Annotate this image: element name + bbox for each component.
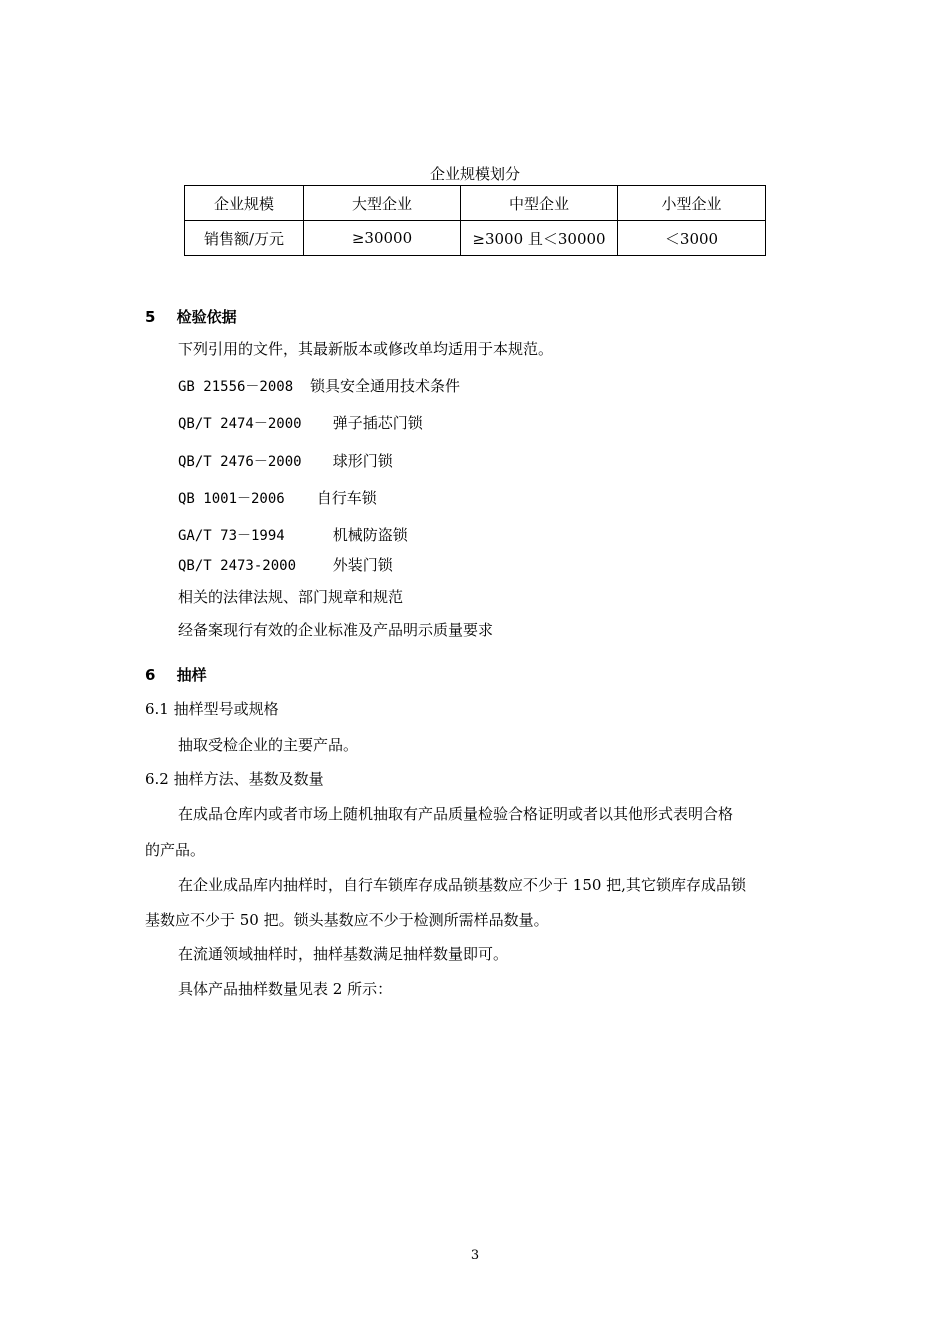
reference-item <box>178 554 393 575</box>
reference-name: 球形门锁 <box>332 452 393 470</box>
section-6-heading <box>145 664 207 685</box>
section-5-title: 检验依据 <box>176 308 237 326</box>
paragraph-line: 在流通领域抽样时，抽样基数满足抽样数量即可。 <box>178 945 509 963</box>
reference-code: QB/T 2473-2000 <box>178 558 297 574</box>
reference-extra: 相关的法律法规、部门规章和规范 <box>178 588 404 606</box>
reference-name: 机械防盗锁 <box>332 526 408 544</box>
table-caption: 企业规模划分 <box>429 165 520 183</box>
subsection-6-1-text: 抽取受检企业的主要产品。 <box>178 736 359 754</box>
header-cell-scale: 企业规模 <box>185 186 304 221</box>
section-6-title: 抽样 <box>176 666 207 684</box>
reference-item <box>178 375 460 396</box>
paragraph-line: 的产品。 <box>145 841 206 859</box>
row-cell-large-value: ≥30000 <box>304 221 461 256</box>
subsection-6-1-title: 6.1 抽样型号或规格 <box>145 700 279 718</box>
reference-item <box>178 450 393 471</box>
header-cell-medium: 中型企业 <box>461 186 618 221</box>
section-5-number: 5 <box>145 308 156 326</box>
enterprise-scale-table <box>184 185 766 256</box>
page-number: 3 <box>470 1248 480 1263</box>
reference-name: 自行车锁 <box>316 489 377 507</box>
paragraph-line: 具体产品抽样数量见表 2 所示： <box>178 980 393 998</box>
section-5-heading <box>145 306 237 327</box>
row-cell-small-value: ＜3000 <box>618 221 766 256</box>
row-cell-medium-value: ≥3000 且＜30000 <box>461 221 618 256</box>
reference-item <box>178 524 408 545</box>
reference-code: QB/T 2474－2000 <box>178 416 302 432</box>
paragraph-line: 在成品仓库内或者市场上随机抽取有产品质量检验合格证明或者以其他形式表明合格 <box>178 805 734 823</box>
paragraph-line: 基数应不少于 50 把。锁头基数应不少于检测所需样品数量。 <box>145 911 549 929</box>
section-5-intro: 下列引用的文件，其最新版本或修改单均适用于本规范。 <box>178 340 554 358</box>
reference-item <box>178 412 423 433</box>
reference-code: QB 1001－2006 <box>178 491 285 507</box>
reference-code: QB/T 2476－2000 <box>178 454 302 470</box>
reference-extra: 经备案现行有效的企业标准及产品明示质量要求 <box>178 621 494 639</box>
table-header-row <box>185 186 766 221</box>
reference-name: 弹子插芯门锁 <box>332 414 423 432</box>
section-6-number: 6 <box>145 666 156 684</box>
paragraph-line: 在企业成品库内抽样时，自行车锁库存成品锁基数应不少于 150 把,其它锁库存成品锁 <box>178 876 746 894</box>
header-cell-small: 小型企业 <box>618 186 766 221</box>
header-cell-large: 大型企业 <box>304 186 461 221</box>
reference-code: GA/T 73－1994 <box>178 528 285 544</box>
row-cell-sales-label: 销售额/万元 <box>185 221 304 256</box>
subsection-6-2-title: 6.2 抽样方法、基数及数量 <box>145 770 324 788</box>
reference-name: 锁具安全通用技术条件 <box>309 377 460 395</box>
table-row <box>185 221 766 256</box>
reference-name: 外装门锁 <box>332 556 393 574</box>
reference-code: GB 21556－2008 <box>178 379 294 395</box>
reference-item <box>178 487 377 508</box>
